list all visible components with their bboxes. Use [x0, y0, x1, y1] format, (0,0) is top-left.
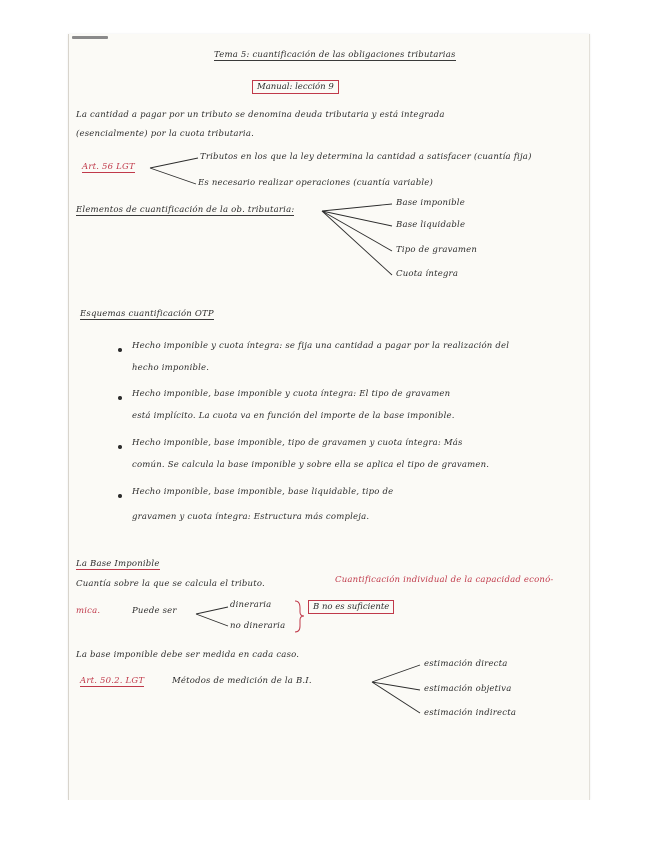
esquema-1-line-2: hecho imponible.: [132, 363, 210, 373]
bi-method-objective: estimación objetiva: [424, 684, 512, 694]
bi-option-no-dineraria: no dineraria: [230, 621, 286, 631]
art56-reference: Art. 56 LGT: [82, 162, 135, 172]
esquema-4-line-2: gravamen y cuota íntegra: Estructura más compleja.: [132, 512, 370, 522]
esquema-3-line-1: Hecho imponible, base imponible, tipo de gravamen y cuota íntegra: Más: [132, 438, 463, 448]
bullet-dot: [118, 348, 122, 352]
intro-line-2: (esencialmente) por la cuota tributaria.: [76, 129, 255, 139]
esquema-3-line-2: común. Se calcula la base imponible y sobre ella se aplica el tipo de gravamen.: [132, 460, 490, 470]
esquema-1-line-1: Hecho imponible y cuota íntegra: se fija una cantidad a pagar por la realización del: [132, 341, 510, 351]
elemento-cuota-integra: Cuota íntegra: [396, 269, 459, 279]
bi-method-indirect: estimación indirecta: [424, 708, 517, 718]
esquema-2-line-2: está implícito. La cuota va en función del importe de la base imponible.: [132, 411, 455, 421]
bullet-dot: [118, 494, 122, 498]
intro-line-1: La cantidad a pagar por un tributo se denomina deuda tributaria y está integrada: [76, 110, 445, 120]
elemento-tipo-gravamen: Tipo de gravamen: [396, 245, 478, 255]
staple-mark: [72, 36, 108, 39]
elemento-base-imponible: Base imponible: [396, 198, 465, 208]
page-title: Tema 5: cuantificación de las obligaciones tributarias: [214, 50, 456, 60]
elementos-label: Elementos de cuantificación de la ob. tributaria:: [76, 205, 295, 215]
bi-method-direct: estimación directa: [424, 659, 508, 669]
bi-option-dineraria: dineraria: [230, 600, 272, 610]
esquema-2-line-1: Hecho imponible, base imponible y cuota íntegra: El tipo de gravamen: [132, 389, 451, 399]
manual-reference-box: Manual: lección 9: [252, 80, 339, 94]
art56-branch-fixed: Tributos en los que la ley determina la cantidad a satisfacer (cuantía fija): [200, 152, 532, 162]
bi-puede-ser: Puede ser: [132, 606, 177, 616]
bi-art-text: Métodos de medición de la B.I.: [172, 676, 312, 686]
art56-branch-variable: Es necesario realizar operaciones (cuantía variable): [198, 178, 434, 188]
bi-line-1a: Cuantía sobre la que se calcula el tributo.: [76, 579, 265, 589]
bi-line-2a: mica.: [76, 606, 101, 616]
bullet-dot: [118, 396, 122, 400]
bullet-dot: [118, 445, 122, 449]
elemento-base-liquidable: Base liquidable: [396, 220, 466, 230]
base-imponible-title: La Base Imponible: [76, 559, 160, 569]
bi-not-sufficient-note: B no es suficiente: [308, 600, 394, 614]
esquemas-title: Esquemas cuantificación OTP: [80, 309, 214, 319]
background-surface: [0, 800, 655, 848]
bi-line-1b: Cuantificación individual de la capacidad econó-: [335, 575, 554, 585]
bi-art-reference: Art. 50.2. LGT: [80, 676, 145, 686]
esquema-4-line-1: Hecho imponible, base imponible, base liquidable, tipo de: [132, 487, 394, 497]
bi-line-3: La base imponible debe ser medida en cada caso.: [76, 650, 300, 660]
